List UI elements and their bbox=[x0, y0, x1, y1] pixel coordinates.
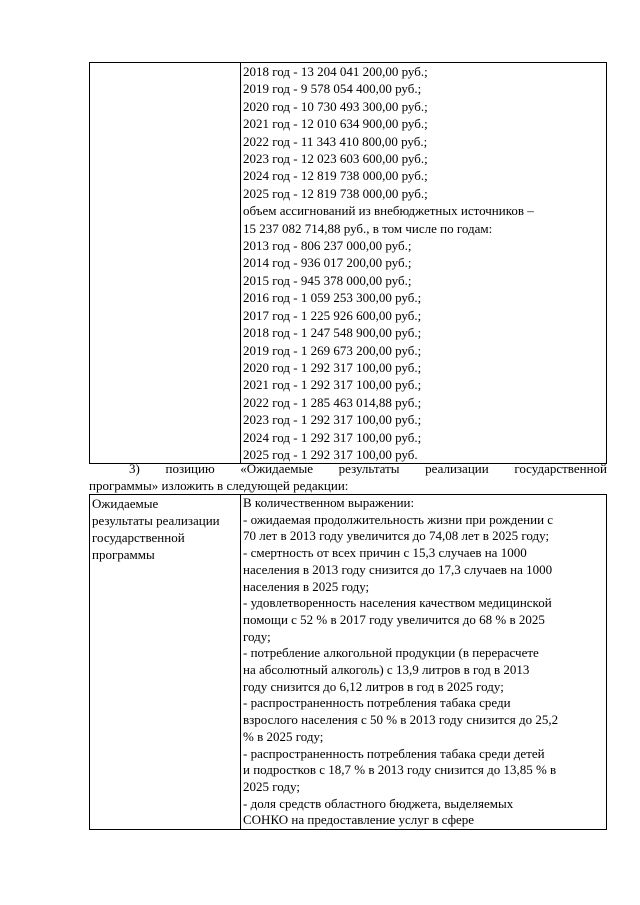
expected-results-text-cell bbox=[241, 495, 607, 830]
text-line: 2018 год - 1 247 548 900,00 руб.; bbox=[243, 325, 422, 341]
text-line: 2014 год - 936 017 200,00 руб.; bbox=[243, 255, 412, 271]
text-line: В количественном выражении: bbox=[243, 495, 415, 510]
funding-lines-cell bbox=[241, 63, 607, 464]
text-line: - распространенность потребления табака среди bbox=[243, 695, 511, 711]
text-line: - смертность от всех причин с 15,3 случаев на 1000 bbox=[243, 545, 527, 561]
text-line: - потребление алкогольной продукции (в перерасчете bbox=[243, 645, 539, 661]
text-line: 2025 год - 12 819 738 000,00 руб.; bbox=[243, 185, 428, 201]
text-line: объем ассигнований из внебюджетных источников – bbox=[243, 203, 534, 219]
expected-results-label-cell bbox=[90, 495, 241, 830]
paragraph-line-2: программы» изложить в следующей редакции: bbox=[89, 478, 349, 493]
text-line: 2013 год - 806 237 000,00 руб.; bbox=[243, 238, 412, 254]
text-line: 2022 год - 1 285 463 014,88 руб.; bbox=[243, 394, 422, 410]
text-line: 70 лет в 2013 году увеличится до 74,08 лет в 2025 году; bbox=[243, 528, 550, 544]
text-line: 2025 год - 1 292 317 100,00 руб. bbox=[243, 446, 418, 462]
text-line: СОНКО на предоставление услуг в сфере bbox=[243, 812, 475, 828]
text-line: году; bbox=[243, 628, 271, 644]
table-row bbox=[90, 63, 607, 464]
funding-table bbox=[89, 62, 607, 464]
text-line: населения в 2013 году снизится до 17,3 случаев на 1000 bbox=[243, 561, 553, 577]
text-line: 2023 год - 1 292 317 100,00 руб.; bbox=[243, 412, 422, 428]
paragraph-line-1: 3) позицию «Ожидаемые результаты реализации государственной bbox=[129, 461, 607, 476]
text-line: на абсолютный алкоголь) с 13,9 литров в год в 2013 bbox=[243, 662, 530, 678]
text-line: году снизится до 6,12 литров в год в 2025 году; bbox=[243, 678, 504, 694]
text-line: 2020 год - 1 292 317 100,00 руб.; bbox=[243, 359, 422, 375]
text-line: 2016 год - 1 059 253 300,00 руб.; bbox=[243, 290, 422, 306]
text-line: 2015 год - 945 378 000,00 руб.; bbox=[243, 272, 412, 288]
text-line: 2024 год - 1 292 317 100,00 руб.; bbox=[243, 429, 422, 445]
text-line: 2021 год - 12 010 634 900,00 руб.; bbox=[243, 116, 428, 132]
text-line: 2022 год - 11 343 410 800,00 руб.; bbox=[243, 133, 428, 149]
text-line: 2020 год - 10 730 493 300,00 руб.; bbox=[243, 98, 428, 114]
text-line: населения в 2025 году; bbox=[243, 578, 370, 594]
text-line: 2021 год - 1 292 317 100,00 руб.; bbox=[243, 377, 422, 393]
text-line: 2019 год - 1 269 673 200,00 руб.; bbox=[243, 342, 422, 358]
text-line: результаты реализации bbox=[92, 513, 220, 528]
text-line: программы bbox=[92, 547, 155, 562]
text-line: 2017 год - 1 225 926 600,00 руб.; bbox=[243, 307, 422, 323]
text-line: - доля средств областного бюджета, выделяемых bbox=[243, 795, 514, 811]
text-line: 2018 год - 13 204 041 200,00 руб.; bbox=[243, 64, 428, 79]
text-line: 2025 году; bbox=[243, 778, 300, 794]
text-line: 2019 год - 9 578 054 400,00 руб.; bbox=[243, 81, 422, 97]
text-line: Ожидаемые bbox=[92, 496, 159, 511]
table-row bbox=[90, 495, 607, 830]
text-line: помощи с 52 % в 2017 году увеличится до 68 % в 2025 bbox=[243, 611, 545, 627]
paragraph bbox=[89, 460, 607, 494]
expected-results-table bbox=[89, 494, 607, 830]
text-line: - удовлетворенность населения качеством медицинской bbox=[243, 595, 552, 611]
text-line: 2024 год - 12 819 738 000,00 руб.; bbox=[243, 168, 428, 184]
text-line: % в 2025 году; bbox=[243, 728, 324, 744]
text-line: - ожидаемая продолжительность жизни при рождении с bbox=[243, 511, 554, 527]
text-line: и подростков с 18,7 % в 2013 году снизится до 13,85 % в bbox=[243, 762, 557, 778]
text-line: 15 237 082 714,88 руб., в том числе по годам: bbox=[243, 220, 493, 236]
text-line: взрослого населения с 50 % в 2013 году снизится до 25,2 bbox=[243, 712, 559, 728]
text-line: - распространенность потребления табака среди детей bbox=[243, 745, 545, 761]
text-line: 2023 год - 12 023 603 600,00 руб.; bbox=[243, 151, 428, 167]
table-label-cell bbox=[90, 63, 241, 464]
text-line: государственной bbox=[92, 530, 185, 545]
